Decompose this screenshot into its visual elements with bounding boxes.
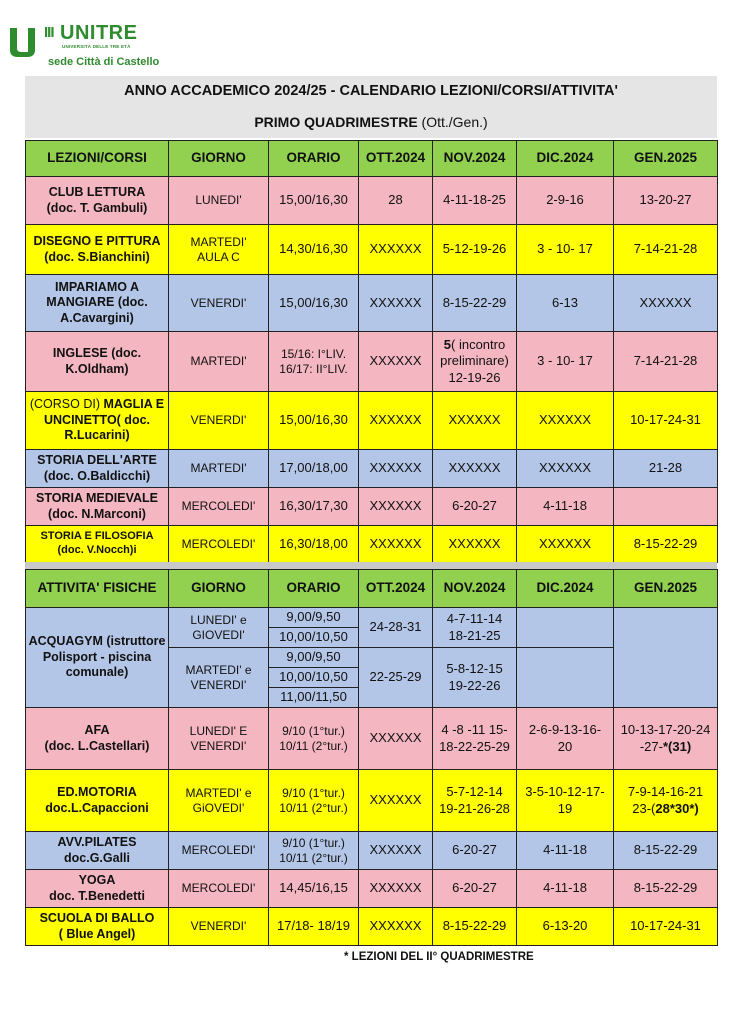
col-header-ott: OTT.2024 <box>359 570 433 608</box>
table-row <box>26 488 718 526</box>
col-header-ott: OTT.2024 <box>359 141 433 177</box>
activity-name: YOGA doc. T.Benedetti <box>26 870 169 908</box>
logo-u-icon <box>8 26 42 58</box>
course-name: IMPARIAMO A MANGIARE (doc. A.Cavargini) <box>26 275 169 332</box>
col-header-day: GIORNO <box>169 570 269 608</box>
course-time: 15,00/16,30 <box>269 177 359 225</box>
course-gen: 8-15-22-29 <box>614 526 718 563</box>
table-row <box>26 332 718 392</box>
activity-gen <box>614 708 718 770</box>
activity-time: 14,45/16,15 <box>269 870 359 908</box>
activity-name: AVV.PILATES doc.G.Galli <box>26 832 169 870</box>
document-header <box>25 76 717 138</box>
activity-gen-bold: 28*30*) <box>655 800 699 816</box>
course-nov: XXXXXX <box>433 392 517 450</box>
course-day: MERCOLEDI' <box>169 526 269 563</box>
course-gen: 7-14-21-28 <box>614 225 718 275</box>
course-day: VENERDI' <box>169 392 269 450</box>
course-gen <box>614 488 718 526</box>
activity-day: MARTEDI' e VENERDI' <box>169 648 269 708</box>
course-dic: XXXXXX <box>517 450 614 488</box>
course-nov-text: ( incontro preliminare) 12-19-26 <box>440 337 509 385</box>
activity-day: MERCOLEDI' <box>169 870 269 908</box>
table-row <box>26 832 718 870</box>
course-gen: 7-14-21-28 <box>614 332 718 392</box>
table-row <box>26 708 718 770</box>
activity-gen-bold: *(31) <box>662 738 692 754</box>
activity-nov: 5-7-12-14 19-21-26-28 <box>433 770 517 832</box>
course-name: STORIA E FILOSOFIA (doc. V.Nocch)i <box>26 526 169 563</box>
subtitle-bold: PRIMO QUADRIMESTRE <box>254 114 418 130</box>
activity-name: ACQUAGYM (istruttore Polisport - piscina comunale) <box>26 608 169 708</box>
table-row <box>26 225 718 275</box>
table-row <box>26 450 718 488</box>
table-row <box>26 870 718 908</box>
activity-gen: 8-15-22-29 <box>614 832 718 870</box>
activity-nov: 6-20-27 <box>433 832 517 870</box>
activity-time: 9,00/9,50 <box>269 648 359 668</box>
course-nov-bold: 5 <box>443 337 452 353</box>
course-ott: XXXXXX <box>359 450 433 488</box>
course-dic: 4-11-18 <box>517 488 614 526</box>
activity-day: MARTEDI' e GiOVEDI' <box>169 770 269 832</box>
activity-day: VENERDI' <box>169 908 269 946</box>
activity-time: 9/10 (1°tur.) 10/11 (2°tur.) <box>269 708 359 770</box>
table-row <box>26 177 718 225</box>
course-ott: XXXXXX <box>359 225 433 275</box>
course-dic: 3 - 10- 17 <box>517 332 614 392</box>
course-time: 15/16: I°LIV. 16/17: II°LIV. <box>269 332 359 392</box>
course-gen: 13-20-27 <box>614 177 718 225</box>
activity-nov: 8-15-22-29 <box>433 908 517 946</box>
activity-gen <box>614 608 718 708</box>
activity-gen: 8-15-22-29 <box>614 870 718 908</box>
table-row <box>26 608 718 628</box>
course-time: 16,30/18,00 <box>269 526 359 563</box>
course-day: MERCOLEDI' <box>169 488 269 526</box>
course-day: MARTEDI' <box>169 332 269 392</box>
activity-day: LUNEDI' e GIOVEDI' <box>169 608 269 648</box>
activity-nov: 5-8-12-15 19-22-26 <box>433 648 517 708</box>
activity-time: 10,00/10,50 <box>269 628 359 648</box>
course-ott: 28 <box>359 177 433 225</box>
course-name: STORIA DELL'ARTE (doc. O.Baldicchi) <box>26 450 169 488</box>
course-time: 15,00/16,30 <box>269 275 359 332</box>
table-row <box>26 526 718 563</box>
activity-gen-text: 7-9-14-16-21 23-( <box>627 784 704 816</box>
activity-time: 10,00/10,50 <box>269 668 359 688</box>
col-header-nov: NOV.2024 <box>433 570 517 608</box>
activity-name: ED.MOTORIA doc.L.Capaccioni <box>26 770 169 832</box>
activity-time: 9/10 (1°tur.) 10/11 (2°tur.) <box>269 770 359 832</box>
logo-name: UNITRE <box>60 22 138 44</box>
course-time: 15,00/16,30 <box>269 392 359 450</box>
course-nov <box>433 332 517 392</box>
course-gen: 10-17-24-31 <box>614 392 718 450</box>
course-ott: XXXXXX <box>359 392 433 450</box>
activity-ott: XXXXXX <box>359 832 433 870</box>
activity-nov: 6-20-27 <box>433 870 517 908</box>
activity-day: LUNEDI' E VENERDI' <box>169 708 269 770</box>
activity-gen <box>614 770 718 832</box>
footnote: * LEZIONI DEL II° QUADRIMESTRE <box>344 951 534 963</box>
unitre-logo <box>8 22 160 72</box>
activity-time: 9/10 (1°tur.) 10/11 (2°tur.) <box>269 832 359 870</box>
activity-ott: XXXXXX <box>359 870 433 908</box>
course-dic: 6-13 <box>517 275 614 332</box>
activity-ott: 22-25-29 <box>359 648 433 708</box>
course-nov: 5-12-19-26 <box>433 225 517 275</box>
course-day: VENERDI' <box>169 275 269 332</box>
course-gen: 21-28 <box>614 450 718 488</box>
activity-dic: 4-11-18 <box>517 870 614 908</box>
course-gen: XXXXXX <box>614 275 718 332</box>
activity-dic <box>517 608 614 648</box>
course-name: STORIA MEDIEVALE (doc. N.Marconi) <box>26 488 169 526</box>
course-day: MARTEDI' <box>169 450 269 488</box>
course-time: 17,00/18,00 <box>269 450 359 488</box>
activity-dic: 2-6-9-13-16- 20 <box>517 708 614 770</box>
logo-sede: sede Città di Castello <box>48 56 160 68</box>
col-header-course: LEZIONI/CORSI <box>26 141 169 177</box>
activity-gen: 10-17-24-31 <box>614 908 718 946</box>
course-name-prefix: (CORSO DI) <box>29 397 104 412</box>
activity-nov: 4-7-11-14 18-21-25 <box>433 608 517 648</box>
course-name <box>26 392 169 450</box>
course-name: DISEGNO E PITTURA (doc. S.Bianchini) <box>26 225 169 275</box>
course-name: CLUB LETTURA (doc. T. Gambuli) <box>26 177 169 225</box>
table-row <box>26 908 718 946</box>
course-dic: XXXXXX <box>517 526 614 563</box>
course-nov: XXXXXX <box>433 450 517 488</box>
col-header-dic: DIC.2024 <box>517 570 614 608</box>
activity-dic: 6-13-20 <box>517 908 614 946</box>
activity-ott: XXXXXX <box>359 708 433 770</box>
logo-tagline: UNIVERSITÀ DELLE TRE ETÀ <box>62 44 131 49</box>
activity-dic <box>517 648 614 708</box>
course-nov: 4-11-18-25 <box>433 177 517 225</box>
subtitle-rest: (Ott./Gen.) <box>417 114 488 130</box>
table-row <box>26 392 718 450</box>
course-dic: XXXXXX <box>517 392 614 450</box>
activity-ott: 24-28-31 <box>359 608 433 648</box>
course-time: 16,30/17,30 <box>269 488 359 526</box>
course-time: 14,30/16,30 <box>269 225 359 275</box>
table-row <box>26 275 718 332</box>
col-header-gen: GEN.2025 <box>614 570 718 608</box>
course-nov: 8-15-22-29 <box>433 275 517 332</box>
activity-day: MERCOLEDI' <box>169 832 269 870</box>
activity-gen-text: 10-13-17-20-24 -27- <box>620 722 711 754</box>
activity-time: 11,00/11,50 <box>269 688 359 708</box>
course-dic: 2-9-16 <box>517 177 614 225</box>
course-name: INGLESE (doc. K.Oldham) <box>26 332 169 392</box>
courses-table <box>25 140 718 563</box>
course-name-bold: MAGLIA E UNCINETTO( doc. R.Lucarini) <box>43 397 165 443</box>
activities-header-row <box>26 570 718 608</box>
course-day: LUNEDI' <box>169 177 269 225</box>
col-header-gen: GEN.2025 <box>614 141 718 177</box>
activities-table <box>25 569 718 946</box>
table-row <box>26 770 718 832</box>
activity-dic: 4-11-18 <box>517 832 614 870</box>
col-header-time: ORARIO <box>269 141 359 177</box>
activity-dic: 3-5-10-12-17- 19 <box>517 770 614 832</box>
page-title: ANNO ACCADEMICO 2024/25 - CALENDARIO LEZIONI/CORSI/ATTIVITA' <box>124 83 618 99</box>
activity-nov: 4 -8 -11 15- 18-22-25-29 <box>433 708 517 770</box>
page-subtitle <box>25 114 717 130</box>
col-header-dic: DIC.2024 <box>517 141 614 177</box>
course-day: MARTEDI' AULA C <box>169 225 269 275</box>
activity-ott: XXXXXX <box>359 908 433 946</box>
activity-ott: XXXXXX <box>359 770 433 832</box>
course-ott: XXXXXX <box>359 488 433 526</box>
courses-header-row <box>26 141 718 177</box>
course-ott: XXXXXX <box>359 526 433 563</box>
course-nov: XXXXXX <box>433 526 517 563</box>
course-dic: 3 - 10- 17 <box>517 225 614 275</box>
col-header-day: GIORNO <box>169 141 269 177</box>
course-nov: 6-20-27 <box>433 488 517 526</box>
activity-time: 17/18- 18/19 <box>269 908 359 946</box>
col-header-nov: NOV.2024 <box>433 141 517 177</box>
col-header-time: ORARIO <box>269 570 359 608</box>
activity-time: 9,00/9,50 <box>269 608 359 628</box>
activity-name: AFA (doc. L.Castellari) <box>26 708 169 770</box>
course-ott: XXXXXX <box>359 275 433 332</box>
activity-name: SCUOLA DI BALLO ( Blue Angel) <box>26 908 169 946</box>
course-ott: XXXXXX <box>359 332 433 392</box>
col-header-activity: ATTIVITA' FISICHE <box>26 570 169 608</box>
logo-bars: III <box>44 24 54 41</box>
